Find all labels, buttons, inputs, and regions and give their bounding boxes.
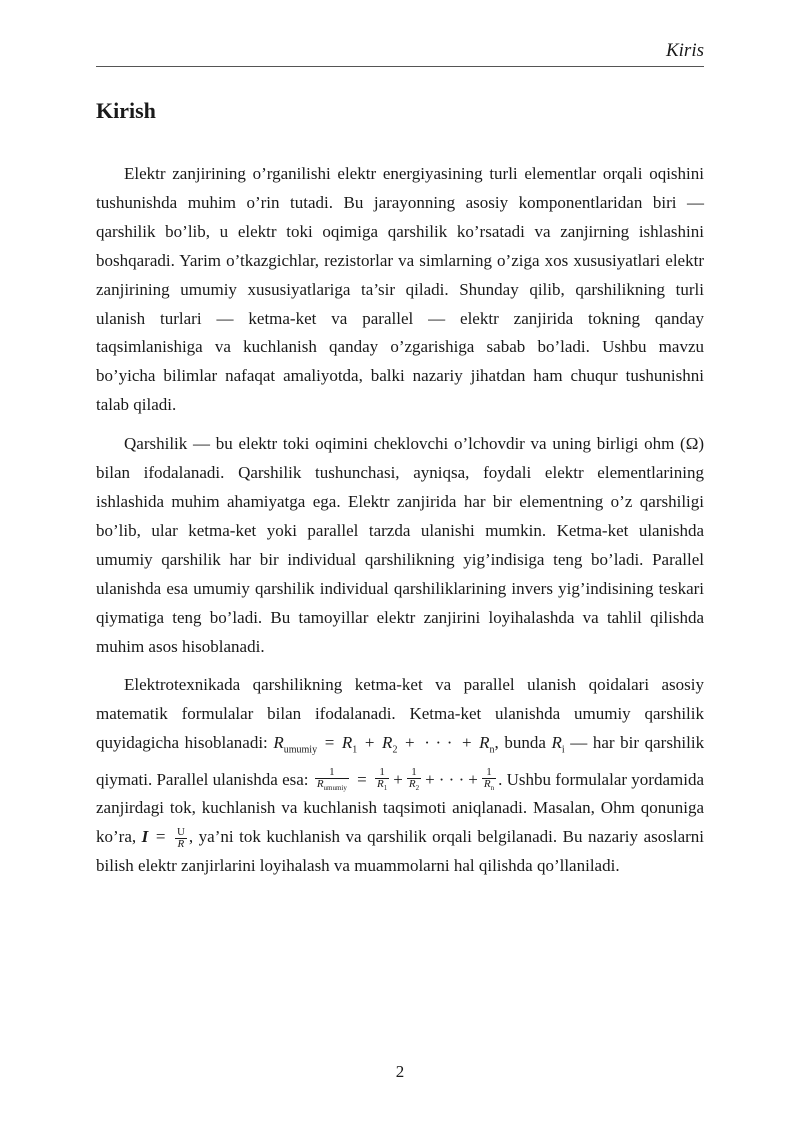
fraction-r1: $\frac{1}{R_1}$ <box>377 766 388 793</box>
resistor-symbol-ri: $R_i$ <box>551 733 565 756</box>
paragraph-resistance-definition: Qarshilik — bu elektr toki oqimini cheklovchi o’lchovdir va uning birligi ohm (Ω) bilan ifodalanadi. Qarshilik tushunchasi, ayniqsa, foydali elektr elementlarining ishlashida muhim ahamiyatga ega. Elektr zanjirida har bir elementning o’z qarshiligi bo’lib, ular ketma-ket yoki parallel tarzda ulanishi mumkin. Ketma-ket ulanishda umumiy qarshilik har bir individual qarshilikning yig’indisiga teng bo’ladi. Parallel ulanishda esa umumiy qarshilik individual qarshiliklarining invers yig’indisining teskari qiymatiga teng bo’ladi. Bu tamoyillar elektr zanjirini loyihalashda va tahlil qilishda muhim asos hisoblanadi. <box>96 434 704 656</box>
ohms-law-formula: I = $\frac{U}{R}$ <box>141 825 185 850</box>
page-number: 2 <box>395 1062 405 1081</box>
formula-paragraph-after-parallel: . Ushbu formulalar yordamida zanjirdagi tok, kuchlanish va kuchlanish taqsimoti aniqlanadi. Masalan, Ohm qonuniga ko’ra, <box>96 769 704 847</box>
running-header <box>96 38 704 67</box>
formula-paragraph-intro: Elektrotexnikada qarshilikning ketma-ket va parallel ulanish qoidalari asosiy matematik formulalar bilan ifodalanadi. Ketma-ket ulanishda umumiy qarshilik quyidagicha hisoblanadi: <box>96 675 704 753</box>
paragraph-formulas <box>96 671 704 881</box>
formula-paragraph-after-series: , bunda <box>494 733 552 753</box>
body-text <box>96 160 704 891</box>
series-resistance-formula: $R_{umumiy} = R_1 + R_2$ + · · · + $R_n$ <box>273 733 495 756</box>
fraction-total: $\frac{1}{R_{umumiy}}$ <box>316 766 347 793</box>
fraction-u-over-r: $\frac{U}{R}$ <box>176 825 185 850</box>
section-title: Kirish <box>96 98 156 123</box>
fraction-rn: $\frac{1}{R_n}$ <box>483 766 495 793</box>
running-header-title: Kiris <box>665 40 704 61</box>
formula-paragraph-after-ri: — har bir qarshilik qiymati. Parallel ulanishda esa: <box>96 733 705 789</box>
paragraph-intro: Elektr zanjirining o’rganilishi elektr energiyasining turli elementlar orqali oqishini tushunishda muhim o’rin tutadi. Bu jarayonning asosiy komponentlaridan biri — qarshilik bo’lib, u elektr toki oqimiga qarshilik ko’rsatadi va zanjirning ishlashini boshqaradi. Yarim o’tkazgichlar, rezistorlar va simlarning o’ziga xos xususiyatlari elektr zanjirining umumiy xususiyatlariga ta’sir qiladi. Shunday qilib, qarshilikning turli ulanish turlari — ketma-ket va parallel — elektr zanjirida tokning qanday taqsimlanishiga va kuchlanish qanday o’zgarishiga sabab bo’ladi. Ushbu mavzu bo’yicha bilimlar nafaqat amaliyotda, balki nazariy jihatdan ham chuqur tushunishni talab qiladi. <box>96 164 704 415</box>
fraction-r2: $\frac{1}{R_2}$ <box>408 766 420 793</box>
formula-paragraph-after-ohm: , ya’ni tok kuchlanish va qarshilik orqali belgilanadi. Bu nazariy asoslarni bilish elektr zanjirlarini loyihalash va muammolarni hal qilishda qo’llaniladi. <box>96 827 704 876</box>
parallel-resistance-formula: $\frac{1}{R_{umumiy}}$ = $\frac{1}{R_1}$ + $\frac{1}{R_2}$ + · · · + $\frac{1}{R_n}$ <box>316 766 495 793</box>
